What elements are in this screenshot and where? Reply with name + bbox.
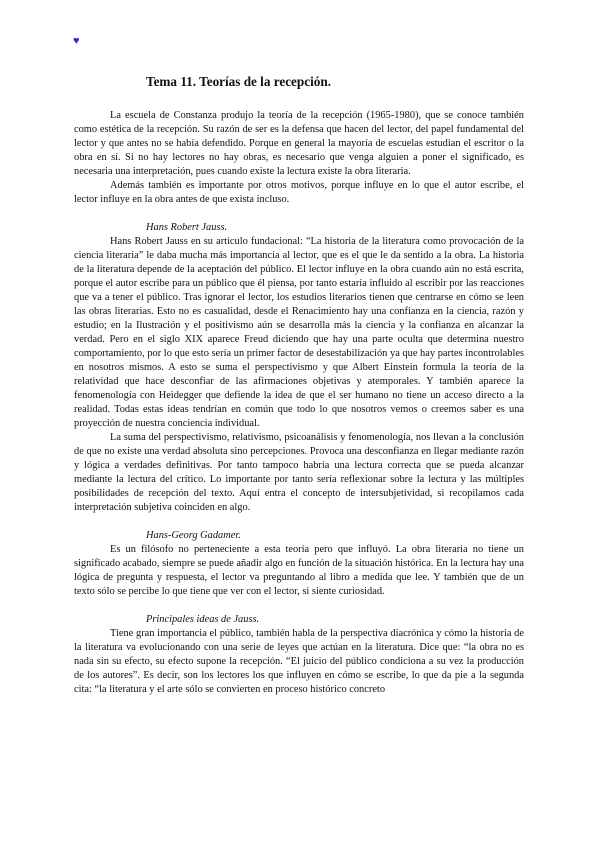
section-heading-jauss: Hans Robert Jauss. (146, 222, 228, 233)
document-title: Tema 11. Teorías de la recepción. (146, 74, 331, 89)
jauss-paragraph-2: La suma del perspectivismo, relativismo, psicoanálisis y fenomenología, nos llevan a la conclusión de que no existe una verdad absoluta sino percepciones. Provoca una desconfianza en llegar mediante razón y lógica a verdades definitivas. Por tanto tampoco habría una lectura correcta que se pueda alcanzar mediante la lectura del crítico. Lo importante por tanto sería reflexionar sobre la lectura y las múltiples posibilidades de recepción del texto. Aquí entra el concepto de intersubjetividad, si recopilamos cada interpretación subjetiva coinciden en algo. (74, 432, 524, 513)
intro-paragraph-1: La escuela de Constanza produjo la teoría de la recepción (1965-1980), que se conoce también como estética de la recepción. Su razón de ser es la defensa que hacen del lector, del papel fundamental del lector y que antes no se había defendido. Porque en general la mayoría de escuelas estudian el escritor o la obra en sí. Si no hay lectores no hay obras, es necesario que venga alguien a poner el significado, es necesaria una interpretación, pues cuando existe la lectura existe la obra literaria. (74, 110, 524, 177)
heart-icon: ♥ (73, 35, 80, 47)
principales-ideas-paragraph-1: Tiene gran importancia el público, también habla de la perspectiva diacrónica y cómo la historia de la literatura va evolucionando con una serie de leyes que actúan en la literatura. Dice que: “la obra no es nada sin su efecto, su efecto supone la recepción. “El juicio del público condiciona a su vez la producción de los autores”. Es decir, son los lectores los que influyen en cómo se escribe, lo que da pie a la segunda cita: “la literatura y el arte sólo se convierten en proceso histórico concreto (74, 628, 524, 695)
document-body (74, 74, 524, 697)
gadamer-paragraph-1: Es un filósofo no perteneciente a esta teoría pero que influyó. La obra literaria no tiene un significado acabado, siempre se puede añadir algo en función de la situación histórica. En la lectura hay una lógica de pregunta y respuesta, el lector va preguntando al libro a medida que lee. Y también que de un texto sólo se percibe lo que tiene que ver con el lector, si siente curiosidad. (74, 544, 524, 597)
section-heading-principales-ideas: Principales ideas de Jauss. (146, 614, 260, 625)
intro-paragraph-2: Además también es importante por otros motivos, porque influye en lo que el autor escribe, el lector influye en la obra antes de que exista incluso. (74, 180, 524, 205)
jauss-paragraph-1: Hans Robert Jauss en su artículo fundacional: “La historia de la literatura como provocación de la ciencia literaria” le daba mucha más importancia al lector, que es el que le da sentido a la obra. La historia de la literatura depende de la aceptación del público. El lector influye en la obra cuando aún no está escrita, porque el autor escribe para un público que él piensa, por tanto estaría influido al escribir por las reacciones que va a tener el público. Tras ignorar el lector, los estudios literarios tienen que centrarse en cómo se leen las obras literarias. Esto no es casualidad, desde el Renacimiento hay una confianza en la ciencia, razón y estudio; en la Ilustración y el positivismo aún se desarrolla más la ciencia y la confianza en alcanzar la verdad. Pero en el siglo XIX aparece Freud diciendo que hay una parte oculta que determina nuestro comportamiento, por lo que esto sería un primer factor de desestabilización ya que hay partes incontrolables en nosotros mismos. A esto se suma el perspectivismo y que Albert Einstein formula la teoría de la relatividad que hace desconfiar de las afirmaciones objetivas y atemporales. Y también aparece la fenomenología con Heidegger que defiende la idea de que el ser humano no tiene un acceso directo a la realidad. Todas estas ideas tendrían en común que todo lo que nosotros vemos o creemos saber es una proyección de nuestra conciencia individual. (74, 236, 524, 429)
section-heading-gadamer: Hans-Georg Gadamer. (146, 530, 241, 541)
